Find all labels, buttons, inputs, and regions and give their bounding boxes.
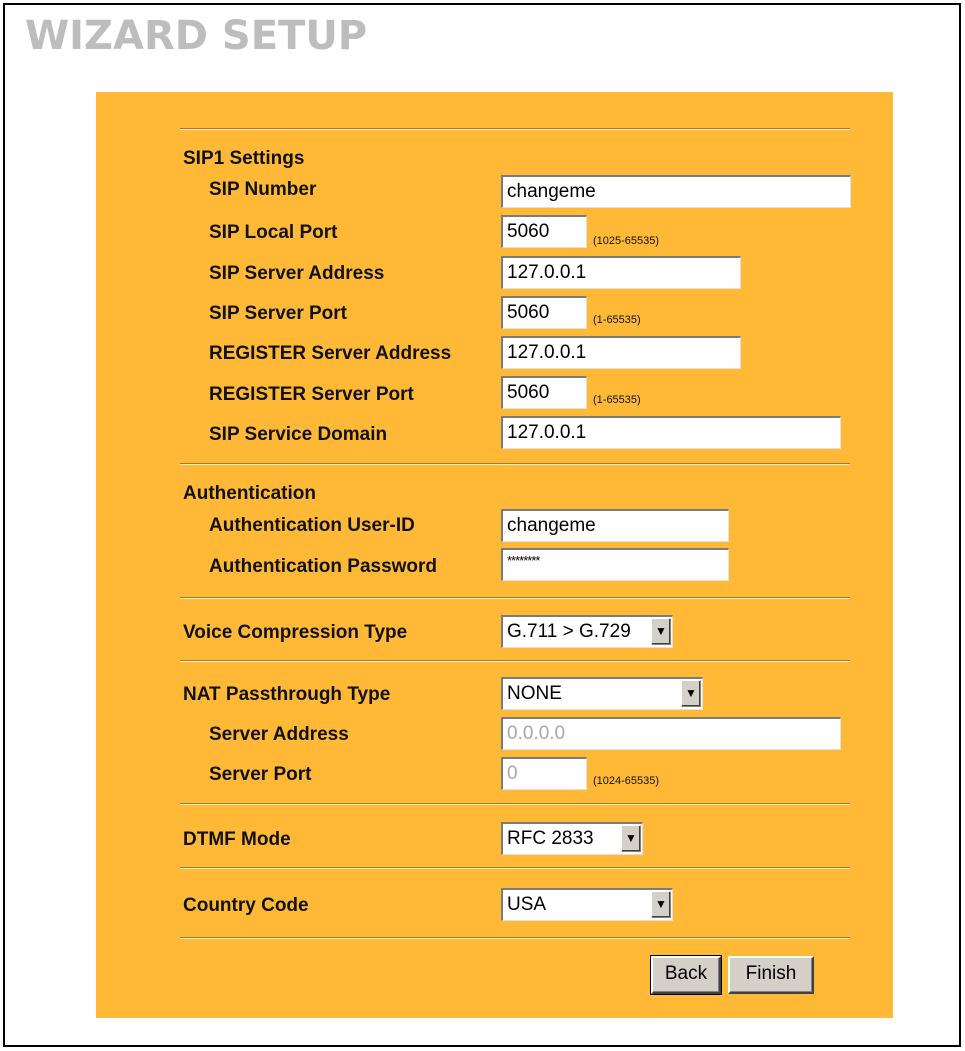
- chevron-down-icon[interactable]: ▼: [681, 680, 701, 707]
- sip-local-port-label: SIP Local Port: [209, 222, 338, 243]
- nat-server-address-label: Server Address: [209, 724, 349, 745]
- nat-passthrough-select[interactable]: [501, 677, 703, 710]
- voice-compression-select[interactable]: [501, 615, 673, 648]
- dtmf-mode-label: DTMF Mode: [183, 829, 291, 850]
- sip-server-port-label: SIP Server Port: [209, 303, 348, 324]
- auth-user-id-input[interactable]: changeme: [501, 509, 729, 542]
- nat-server-port-hint: (1024-65535): [593, 775, 660, 787]
- authentication-heading: Authentication: [183, 483, 316, 504]
- divider: [180, 937, 850, 939]
- divider: [180, 867, 850, 869]
- sip-server-address-label: SIP Server Address: [209, 263, 385, 284]
- register-server-port-input[interactable]: 5060: [501, 376, 587, 409]
- nat-server-address-input[interactable]: 0.0.0.0: [501, 717, 841, 750]
- nat-server-port-input[interactable]: 0: [501, 757, 587, 790]
- chevron-down-icon[interactable]: ▼: [651, 618, 671, 645]
- divider: [180, 803, 850, 805]
- dtmf-mode-select[interactable]: [501, 822, 643, 855]
- sip1-settings-heading: SIP1 Settings: [183, 148, 305, 169]
- chevron-down-icon[interactable]: ▼: [621, 825, 641, 852]
- back-button[interactable]: Back: [651, 956, 721, 994]
- sip-server-address-input[interactable]: 127.0.0.1: [501, 256, 741, 289]
- country-code-selected: USA: [507, 894, 547, 915]
- sip-number-label: SIP Number: [209, 179, 317, 200]
- voice-compression-label: Voice Compression Type: [183, 622, 408, 643]
- sip-local-port-input[interactable]: 5060: [501, 215, 587, 248]
- auth-password-input[interactable]: ********: [501, 548, 729, 581]
- auth-user-id-label: Authentication User-ID: [209, 515, 415, 536]
- auth-password-label: Authentication Password: [209, 556, 438, 577]
- divider: [180, 463, 850, 465]
- sip-service-domain-label: SIP Service Domain: [209, 424, 388, 445]
- chevron-down-icon[interactable]: ▼: [651, 891, 671, 918]
- nat-server-port-label: Server Port: [209, 764, 312, 785]
- nat-passthrough-label: NAT Passthrough Type: [183, 684, 391, 705]
- settings-panel: [96, 92, 893, 1018]
- sip-number-input[interactable]: changeme: [501, 175, 851, 208]
- dtmf-mode-selected: RFC 2833: [507, 828, 594, 849]
- finish-button[interactable]: Finish: [728, 956, 814, 994]
- divider: [180, 128, 850, 130]
- nat-passthrough-selected: NONE: [507, 683, 562, 704]
- register-server-port-hint: (1-65535): [593, 394, 641, 406]
- divider: [180, 660, 850, 662]
- register-server-port-label: REGISTER Server Port: [209, 384, 414, 405]
- wizard-frame: [3, 3, 961, 1047]
- country-code-select[interactable]: [501, 888, 673, 921]
- divider: [180, 597, 850, 599]
- country-code-label: Country Code: [183, 895, 309, 916]
- sip-local-port-hint: (1025-65535): [593, 235, 660, 247]
- register-server-address-input[interactable]: 127.0.0.1: [501, 336, 741, 369]
- register-server-address-label: REGISTER Server Address: [209, 343, 452, 364]
- sip-service-domain-input[interactable]: 127.0.0.1: [501, 416, 841, 449]
- page-title: WIZARD SETUP: [25, 13, 368, 59]
- sip-server-port-input[interactable]: 5060: [501, 296, 587, 329]
- voice-compression-selected: G.711 > G.729: [507, 621, 631, 642]
- sip-server-port-hint: (1-65535): [593, 314, 641, 326]
